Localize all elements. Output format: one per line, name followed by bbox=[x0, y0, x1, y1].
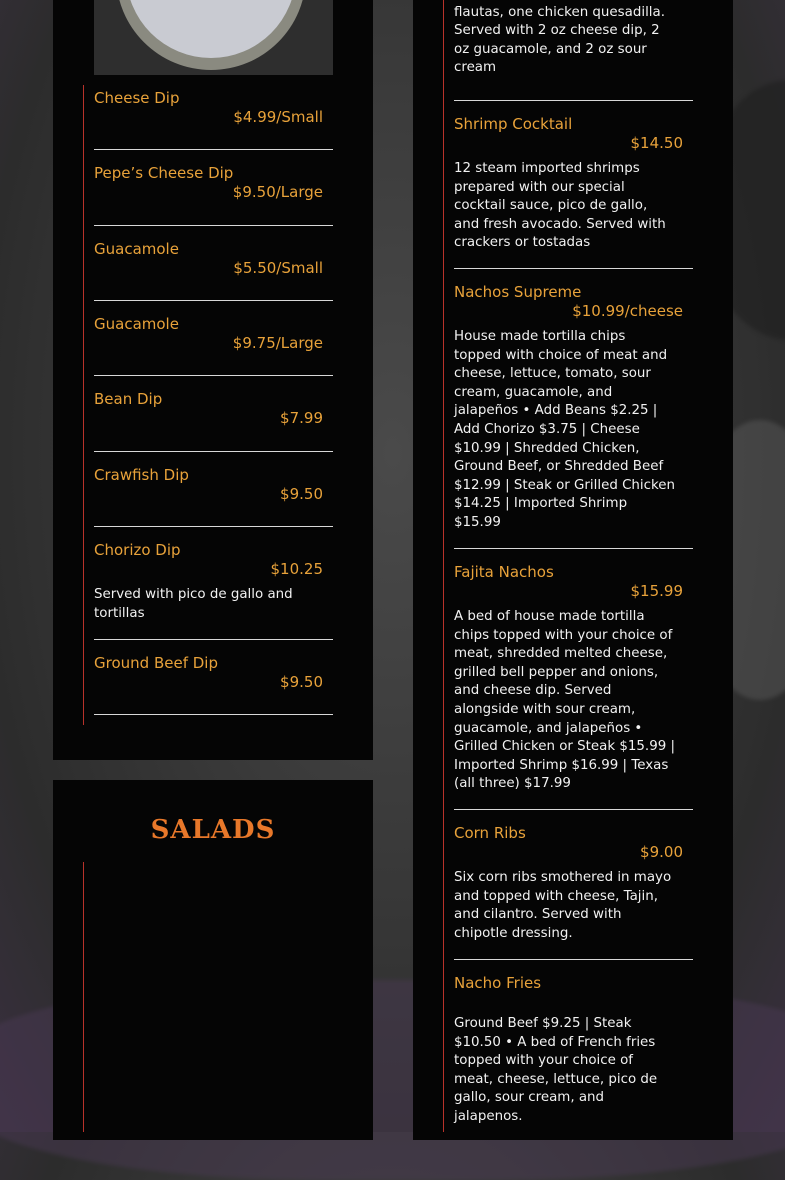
food-photo bbox=[94, 0, 333, 75]
divider bbox=[94, 149, 333, 150]
divider bbox=[454, 809, 693, 810]
menu-item-price: $14.50 bbox=[630, 134, 683, 152]
menu-item-price: $7.99 bbox=[280, 409, 323, 427]
menu-item-price: $4.99/Small bbox=[233, 108, 323, 126]
menu-item-price: $9.75/Large bbox=[232, 334, 323, 352]
menu-item-name: Pepe’s Cheese Dip bbox=[94, 164, 234, 182]
menu-item-price: $9.50/Large bbox=[232, 183, 323, 201]
menu-item-price: $5.50/Small bbox=[233, 259, 323, 277]
menu-item bbox=[94, 390, 333, 427]
divider bbox=[94, 526, 333, 527]
menu-item-name: Cheese Dip bbox=[94, 89, 180, 107]
menu-item-price: $9.00 bbox=[640, 843, 683, 861]
menu-item-description: flautas, one chicken quesadilla. Served with 2 oz cheese dip, 2 oz guacamole, and 2 oz sour cream bbox=[454, 4, 665, 76]
menu-item-description: House made tortilla chips topped with choice of meat and cheese, lettuce, tomato, sour cream, guacamole, and jalapeños • Add Beans $2.25 | Add Chorizo $3.75 | Cheese $10.99 | Shredded Chicken, Ground Beef, or Shredded Beef $12.99 | Steak or Grilled Chicken $14.25 | Imported Shrimp $15.99 bbox=[454, 329, 675, 530]
accent-rule bbox=[83, 862, 84, 1132]
menu-item-name: Fajita Nachos bbox=[454, 563, 554, 581]
menu-item bbox=[454, 563, 693, 793]
menu-item bbox=[94, 654, 333, 691]
divider bbox=[454, 548, 693, 549]
menu-item-name: Crawfish Dip bbox=[94, 466, 189, 484]
menu-item-name: Guacamole bbox=[94, 240, 179, 258]
menu-item-description: 12 steam imported shrimps prepared with our special cocktail sauce, pico de gallo, and fresh avocado. Served with crackers or tostadas bbox=[454, 161, 666, 251]
menu-item-name: Guacamole bbox=[94, 315, 179, 333]
menu-item bbox=[94, 164, 333, 201]
menu-item bbox=[454, 283, 693, 533]
divider bbox=[94, 451, 333, 452]
divider bbox=[454, 100, 693, 101]
menu-item-price: $10.99/cheese bbox=[572, 302, 683, 320]
divider bbox=[94, 225, 333, 226]
menu-item-description: Six corn ribs smothered in mayo and topped with cheese, Tajin, and cilantro. Served with chipotle dressing. bbox=[454, 870, 672, 941]
menu-item bbox=[454, 115, 693, 255]
menu-item-description: Served with pico de gallo and tortillas bbox=[94, 587, 293, 621]
menu-item bbox=[94, 466, 333, 503]
divider bbox=[94, 639, 333, 640]
divider bbox=[454, 268, 693, 269]
divider bbox=[94, 300, 333, 301]
menu-item-description: A bed of house made tortilla chips topped with your choice of meat, shredded melted cheese, grilled bell pepper and onions, and cheese dip. Served alongside with sour cream, guacamole, and jalapeños • Grilled Chicken or Steak $15.99 | Imported Shrimp $16.99 | Texas (all three) $17.99 bbox=[454, 609, 675, 792]
menu-item-name: Corn Ribs bbox=[454, 824, 526, 842]
menu-item bbox=[454, 824, 693, 944]
menu-item-price: $9.50 bbox=[280, 673, 323, 691]
accent-rule bbox=[443, 0, 444, 1132]
menu-item bbox=[94, 315, 333, 352]
menu-item bbox=[454, 0, 693, 85]
accent-rule bbox=[83, 85, 84, 725]
divider bbox=[454, 959, 693, 960]
menu-item bbox=[94, 240, 333, 277]
menu-item-price: $9.50 bbox=[280, 485, 323, 503]
menu-item bbox=[94, 89, 333, 126]
menu-item-name: Nachos Supreme bbox=[454, 283, 582, 301]
menu-item-price: $10.25 bbox=[270, 560, 323, 578]
menu-item-price: $15.99 bbox=[630, 582, 683, 600]
menu-item-name: Nacho Fries bbox=[454, 974, 542, 992]
menu-item-description: Ground Beef $9.25 | Steak $10.50 • A bed of French fries topped with your choice of meat, cheese, lettuce, pico de gallo, sour cream, and jalapenos. bbox=[454, 1016, 658, 1124]
menu-item-name: Shrimp Cocktail bbox=[454, 115, 573, 133]
menu-item bbox=[454, 974, 693, 1124]
menu-item-name: Chorizo Dip bbox=[94, 541, 181, 559]
divider bbox=[94, 714, 333, 715]
menu-item-name: Ground Beef Dip bbox=[94, 654, 218, 672]
divider bbox=[94, 375, 333, 376]
section-title: SALADS bbox=[150, 815, 276, 845]
menu-item-name: Bean Dip bbox=[94, 390, 163, 408]
menu-item bbox=[94, 541, 333, 626]
